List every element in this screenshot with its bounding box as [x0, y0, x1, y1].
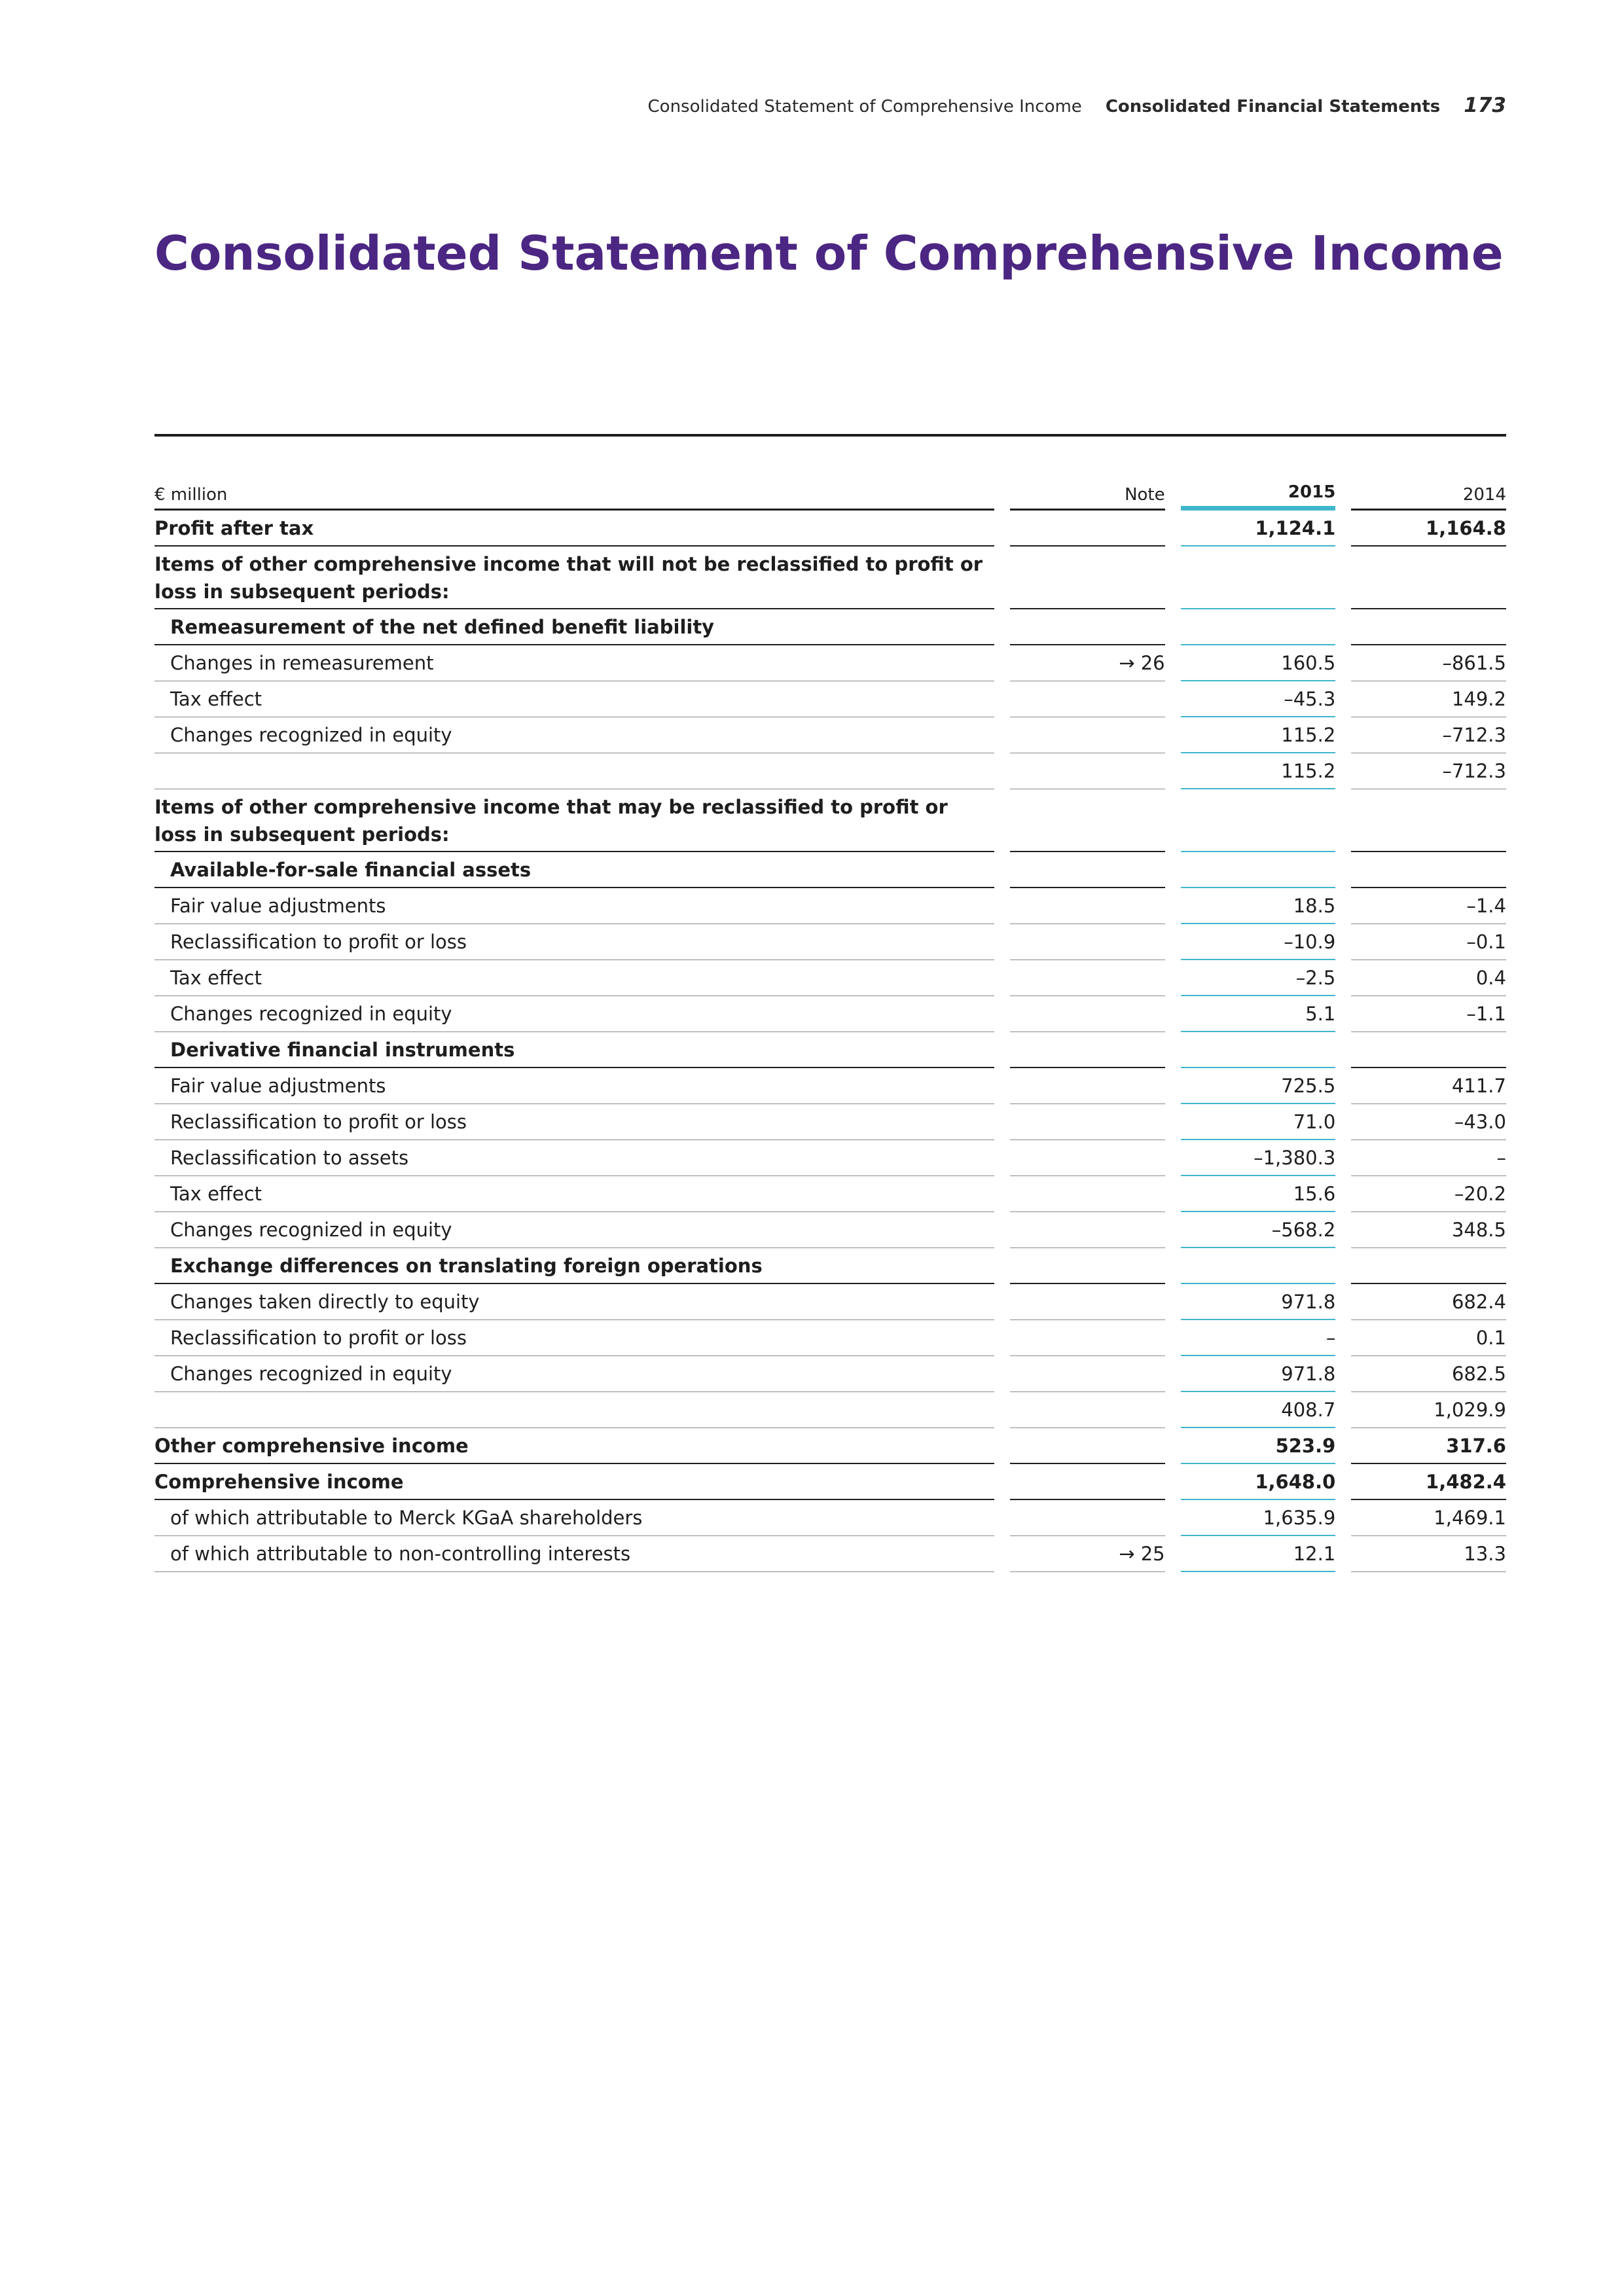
- table-row: [154, 1500, 1506, 1536]
- table-row: [154, 753, 1506, 789]
- row-label: Changes recognized in equity: [154, 1212, 994, 1248]
- row-label: Changes recognized in equity: [154, 996, 994, 1032]
- row-value-2014: 682.4: [1351, 1284, 1506, 1320]
- table-row: [154, 1284, 1506, 1320]
- table-row: [154, 609, 1506, 645]
- row-note: [1010, 1500, 1165, 1536]
- row-label: Items of other comprehensive income that may be reclassified to profit or loss in subsequent periods:: [154, 789, 994, 852]
- page-number: 173: [1464, 94, 1506, 117]
- row-value-2014: 317.6: [1351, 1428, 1506, 1464]
- page-title: Consolidated Statement of Comprehensive Income: [154, 226, 1504, 281]
- row-value-2015: 1,635.9: [1181, 1500, 1336, 1536]
- row-value-2015: 71.0: [1181, 1104, 1336, 1140]
- row-label: Reclassification to profit or loss: [154, 1320, 994, 1356]
- row-value-2014: 348.5: [1351, 1212, 1506, 1248]
- table-row: [154, 1140, 1506, 1176]
- row-label: of which attributable to Merck KGaA shareholders: [154, 1500, 994, 1536]
- row-value-2014: –861.5: [1351, 645, 1506, 681]
- table-row: [154, 645, 1506, 681]
- row-value-2015: –2.5: [1181, 960, 1336, 996]
- table-row: [154, 924, 1506, 960]
- row-label: Changes taken directly to equity: [154, 1284, 994, 1320]
- row-label: Fair value adjustments: [154, 888, 994, 924]
- row-value-2014: 0.4: [1351, 960, 1506, 996]
- row-value-2014: –1.4: [1351, 888, 1506, 924]
- table-row: [154, 717, 1506, 753]
- row-value-2015: [1181, 609, 1336, 645]
- row-value-2015: 1,648.0: [1181, 1464, 1336, 1500]
- row-value-2015: 408.7: [1181, 1392, 1336, 1428]
- table-header-row: [154, 476, 1506, 511]
- row-label: [154, 753, 994, 789]
- row-note: [1010, 1464, 1165, 1500]
- row-label: Available-for-sale financial assets: [154, 852, 994, 888]
- row-value-2015: 523.9: [1181, 1428, 1336, 1464]
- row-value-2014: 149.2: [1351, 681, 1506, 717]
- row-label: of which attributable to non-controlling interests: [154, 1536, 994, 1572]
- row-value-2014: –: [1351, 1140, 1506, 1176]
- table-row: [154, 1176, 1506, 1212]
- row-value-2015: [1181, 1032, 1336, 1068]
- row-note-link[interactable]: → 25: [1010, 1536, 1165, 1572]
- row-note: [1010, 1212, 1165, 1248]
- row-note: [1010, 1284, 1165, 1320]
- table-row: [154, 1068, 1506, 1104]
- row-note: [1010, 924, 1165, 960]
- row-label: [154, 1392, 994, 1428]
- row-value-2014: [1351, 789, 1506, 852]
- row-label: Comprehensive income: [154, 1464, 994, 1500]
- row-note: [1010, 1248, 1165, 1284]
- row-value-2014: –1.1: [1351, 996, 1506, 1032]
- row-value-2014: –712.3: [1351, 753, 1506, 789]
- year-2014-column-header: 2014: [1351, 478, 1506, 511]
- top-rule: [154, 434, 1506, 437]
- row-label: Exchange differences on translating foreign operations: [154, 1248, 994, 1284]
- row-note: [1010, 1320, 1165, 1356]
- row-value-2015: 12.1: [1181, 1536, 1336, 1572]
- row-note: [1010, 996, 1165, 1032]
- row-value-2015: –: [1181, 1320, 1336, 1356]
- table-row: [154, 852, 1506, 888]
- row-value-2015: 1,124.1: [1181, 511, 1336, 547]
- row-note: [1010, 753, 1165, 789]
- row-note: [1010, 888, 1165, 924]
- row-label: Tax effect: [154, 1176, 994, 1212]
- running-head-section: Consolidated Financial Statements: [1105, 97, 1441, 117]
- row-value-2014: [1351, 1032, 1506, 1068]
- running-head-title: Consolidated Statement of Comprehensive Income: [647, 97, 1082, 117]
- row-value-2015: –45.3: [1181, 681, 1336, 717]
- row-value-2015: 160.5: [1181, 645, 1336, 681]
- row-value-2014: 0.1: [1351, 1320, 1506, 1356]
- row-note: [1010, 1068, 1165, 1104]
- table-row: [154, 888, 1506, 924]
- row-value-2015: [1181, 789, 1336, 852]
- unit-label: € million: [154, 485, 994, 511]
- row-label: Remeasurement of the net defined benefit liability: [154, 609, 994, 645]
- row-note: [1010, 1428, 1165, 1464]
- row-value-2015: [1181, 1248, 1336, 1284]
- row-value-2014: [1351, 1248, 1506, 1284]
- row-label: Changes recognized in equity: [154, 717, 994, 753]
- row-label: Profit after tax: [154, 511, 994, 547]
- row-value-2015: [1181, 852, 1336, 888]
- row-note: [1010, 547, 1165, 609]
- row-value-2015: [1181, 547, 1336, 609]
- row-note: [1010, 609, 1165, 645]
- row-value-2015: –10.9: [1181, 924, 1336, 960]
- row-value-2014: [1351, 547, 1506, 609]
- table-row: [154, 789, 1506, 852]
- row-note: [1010, 1140, 1165, 1176]
- table-row: [154, 1320, 1506, 1356]
- row-value-2014: 13.3: [1351, 1536, 1506, 1572]
- row-value-2014: –712.3: [1351, 717, 1506, 753]
- row-label: Fair value adjustments: [154, 1068, 994, 1104]
- row-value-2014: [1351, 609, 1506, 645]
- row-note: [1010, 717, 1165, 753]
- row-value-2014: 1,164.8: [1351, 511, 1506, 547]
- row-value-2015: 115.2: [1181, 753, 1336, 789]
- row-value-2015: 971.8: [1181, 1356, 1336, 1392]
- row-note: [1010, 789, 1165, 852]
- row-note: [1010, 1392, 1165, 1428]
- row-value-2015: 971.8: [1181, 1284, 1336, 1320]
- row-note: [1010, 1104, 1165, 1140]
- row-value-2014: –43.0: [1351, 1104, 1506, 1140]
- table-row: [154, 1392, 1506, 1428]
- row-note: [1010, 681, 1165, 717]
- row-label: Derivative financial instruments: [154, 1032, 994, 1068]
- row-label: Tax effect: [154, 960, 994, 996]
- row-value-2014: 682.5: [1351, 1356, 1506, 1392]
- row-label: Tax effect: [154, 681, 994, 717]
- row-label: Items of other comprehensive income that will not be reclassified to profit or loss in subsequent periods:: [154, 547, 994, 609]
- table-row: [154, 1536, 1506, 1572]
- row-value-2015: 725.5: [1181, 1068, 1336, 1104]
- row-value-2014: 1,469.1: [1351, 1500, 1506, 1536]
- table-row: [154, 1032, 1506, 1068]
- row-note: [1010, 852, 1165, 888]
- year-2015-column-header: 2015: [1181, 476, 1336, 511]
- row-note-link[interactable]: → 26: [1010, 645, 1165, 681]
- table-row: [154, 681, 1506, 717]
- row-label: Reclassification to profit or loss: [154, 924, 994, 960]
- row-value-2015: –1,380.3: [1181, 1140, 1336, 1176]
- row-value-2014: [1351, 852, 1506, 888]
- table-row: [154, 1464, 1506, 1500]
- row-note: [1010, 1356, 1165, 1392]
- income-statement-table: [154, 476, 1506, 1572]
- table-row: [154, 1212, 1506, 1248]
- row-value-2015: 5.1: [1181, 996, 1336, 1032]
- row-note: [1010, 1032, 1165, 1068]
- row-value-2014: 411.7: [1351, 1068, 1506, 1104]
- row-value-2014: 1,029.9: [1351, 1392, 1506, 1428]
- row-value-2015: –568.2: [1181, 1212, 1336, 1248]
- table-row: [154, 996, 1506, 1032]
- row-note: [1010, 960, 1165, 996]
- row-value-2015: 18.5: [1181, 888, 1336, 924]
- running-head: [648, 94, 1506, 117]
- row-label: Changes in remeasurement: [154, 645, 994, 681]
- row-value-2015: 115.2: [1181, 717, 1336, 753]
- table-row: [154, 960, 1506, 996]
- row-label: Changes recognized in equity: [154, 1356, 994, 1392]
- table-row: [154, 547, 1506, 609]
- note-column-header: Note: [1010, 478, 1165, 511]
- row-label: Reclassification to assets: [154, 1140, 994, 1176]
- row-label: Reclassification to profit or loss: [154, 1104, 994, 1140]
- table-row: [154, 1248, 1506, 1284]
- table-row: [154, 1104, 1506, 1140]
- table-row: [154, 1356, 1506, 1392]
- table-row: [154, 511, 1506, 547]
- row-value-2015: 15.6: [1181, 1176, 1336, 1212]
- table-row: [154, 1428, 1506, 1464]
- row-label: Other comprehensive income: [154, 1428, 994, 1464]
- row-note: [1010, 511, 1165, 547]
- row-value-2014: 1,482.4: [1351, 1464, 1506, 1500]
- row-value-2014: –20.2: [1351, 1176, 1506, 1212]
- row-note: [1010, 1176, 1165, 1212]
- row-value-2014: –0.1: [1351, 924, 1506, 960]
